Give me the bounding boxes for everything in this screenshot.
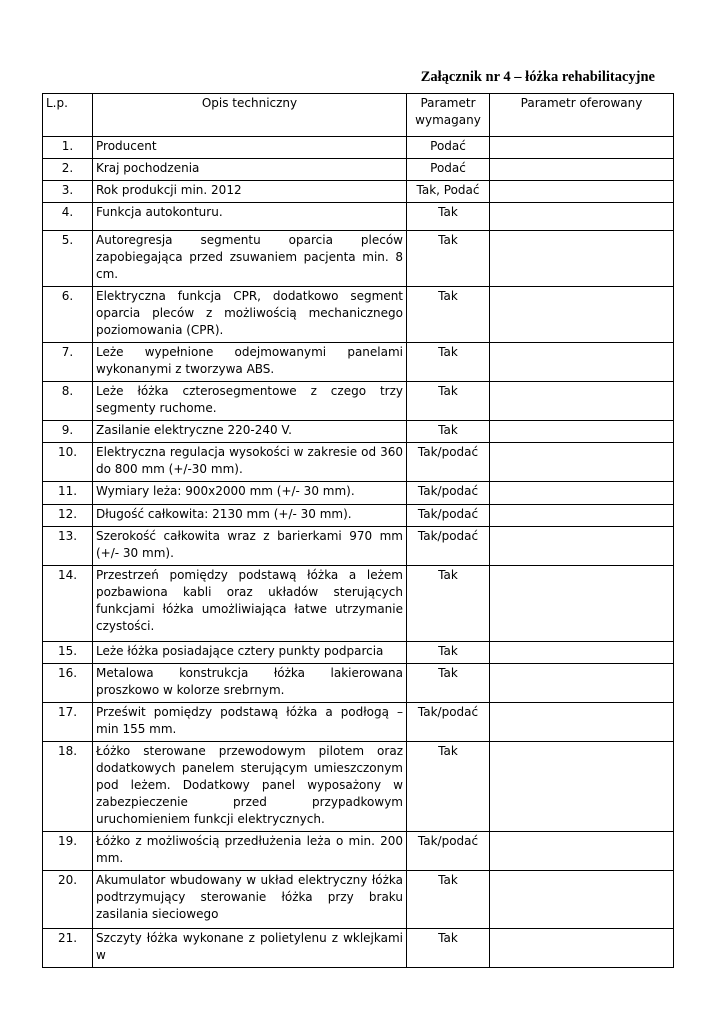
row-number: 17. [43, 703, 93, 742]
row-description: Metalowa konstrukcja łóżka lakierowana proszkowo w kolorze srebrnym. [93, 664, 407, 703]
row-number: 4. [43, 203, 93, 231]
row-parametr-oferowany[interactable] [490, 664, 674, 703]
row-parametr-wymagany: Tak/podać [407, 527, 490, 566]
row-parametr-oferowany[interactable] [490, 443, 674, 482]
row-description: Szczyty łóżka wykonane z polietylenu z wklejkami w [93, 929, 407, 968]
row-parametr-wymagany: Tak [407, 871, 490, 929]
header-parametr-wymagany: Parametr wymagany [407, 94, 490, 137]
table-row [43, 443, 674, 482]
row-description: Autoregresja segmentu oparcia pleców zapobiegająca przed zsuwaniem pacjenta min. 8 cm. [93, 231, 407, 287]
row-parametr-oferowany[interactable] [490, 203, 674, 231]
row-parametr-wymagany: Tak [407, 742, 490, 832]
row-description: Kraj pochodzenia [93, 159, 407, 181]
row-description: Wymiary leża: 900x2000 mm (+/- 30 mm). [93, 482, 407, 505]
header-parametr-oferowany: Parametr oferowany [490, 94, 674, 137]
table-row [43, 642, 674, 664]
row-parametr-wymagany: Tak/podać [407, 832, 490, 871]
table-row [43, 287, 674, 343]
row-number: 12. [43, 505, 93, 527]
row-number: 7. [43, 343, 93, 382]
row-number: 8. [43, 382, 93, 421]
table-header-row [43, 94, 674, 137]
row-description: Przestrzeń pomiędzy podstawą łóżka a leżem pozbawiona kabli oraz układów sterujących funkcjami łóżka umożliwiająca łatwe utrzymanie czystości. [93, 566, 407, 642]
row-parametr-oferowany[interactable] [490, 137, 674, 159]
row-description: Elektryczna funkcja CPR, dodatkowo segment oparcia pleców z możliwością mechanicznego poziomowania (CPR). [93, 287, 407, 343]
table-row [43, 527, 674, 566]
row-parametr-wymagany: Tak [407, 343, 490, 382]
row-parametr-oferowany[interactable] [490, 421, 674, 443]
row-parametr-oferowany[interactable] [490, 527, 674, 566]
row-parametr-wymagany: Tak [407, 929, 490, 968]
table-row [43, 421, 674, 443]
table-row [43, 664, 674, 703]
row-number: 20. [43, 871, 93, 929]
row-description: Szerokość całkowita wraz z barierkami 970 mm (+/- 30 mm). [93, 527, 407, 566]
row-parametr-wymagany: Tak [407, 566, 490, 642]
table-row [43, 832, 674, 871]
table-row [43, 343, 674, 382]
table-row [43, 482, 674, 505]
row-parametr-oferowany[interactable] [490, 742, 674, 832]
header-opis-techniczny: Opis techniczny [93, 94, 407, 137]
row-parametr-oferowany[interactable] [490, 703, 674, 742]
row-number: 3. [43, 181, 93, 203]
row-parametr-oferowany[interactable] [490, 181, 674, 203]
row-parametr-oferowany[interactable] [490, 159, 674, 181]
row-parametr-wymagany: Tak [407, 642, 490, 664]
row-description: Funkcja autokonturu. [93, 203, 407, 231]
row-parametr-oferowany[interactable] [490, 642, 674, 664]
row-parametr-wymagany: Tak, Podać [407, 181, 490, 203]
row-number: 18. [43, 742, 93, 832]
row-parametr-wymagany: Tak [407, 421, 490, 443]
row-description: Producent [93, 137, 407, 159]
table-row [43, 181, 674, 203]
table-row [43, 566, 674, 642]
row-number: 14. [43, 566, 93, 642]
row-number: 10. [43, 443, 93, 482]
row-parametr-oferowany[interactable] [490, 505, 674, 527]
row-number: 15. [43, 642, 93, 664]
row-parametr-wymagany: Tak/podać [407, 443, 490, 482]
row-description: Łóżko z możliwością przedłużenia leża o min. 200 mm. [93, 832, 407, 871]
row-number: 6. [43, 287, 93, 343]
row-parametr-wymagany: Podać [407, 137, 490, 159]
row-parametr-wymagany: Tak/podać [407, 482, 490, 505]
header-lp: L.p. [43, 94, 93, 137]
row-parametr-oferowany[interactable] [490, 929, 674, 968]
row-number: 1. [43, 137, 93, 159]
row-number: 11. [43, 482, 93, 505]
row-parametr-oferowany[interactable] [490, 343, 674, 382]
row-parametr-wymagany: Tak [407, 231, 490, 287]
row-parametr-wymagany: Tak/podać [407, 505, 490, 527]
row-number: 19. [43, 832, 93, 871]
row-description: Rok produkcji min. 2012 [93, 181, 407, 203]
row-parametr-wymagany: Tak/podać [407, 703, 490, 742]
row-description: Leże wypełnione odejmowanymi panelami wykonanymi z tworzywa ABS. [93, 343, 407, 382]
row-number: 13. [43, 527, 93, 566]
row-description: Długość całkowita: 2130 mm (+/- 30 mm). [93, 505, 407, 527]
row-parametr-oferowany[interactable] [490, 287, 674, 343]
row-description: Akumulator wbudowany w układ elektryczny łóżka podtrzymujący sterowanie łóżka przy braku zasilania sieciowego [93, 871, 407, 929]
row-description: Leże łóżka posiadające cztery punkty podparcia [93, 642, 407, 664]
row-parametr-oferowany[interactable] [490, 832, 674, 871]
row-number: 21. [43, 929, 93, 968]
row-parametr-wymagany: Podać [407, 159, 490, 181]
table-row [43, 871, 674, 929]
row-parametr-wymagany: Tak [407, 287, 490, 343]
table-row [43, 231, 674, 287]
document-title: Załącznik nr 4 – łóżka rehabilitacyjne [420, 69, 655, 85]
row-parametr-oferowany[interactable] [490, 231, 674, 287]
row-parametr-oferowany[interactable] [490, 566, 674, 642]
table-row [43, 203, 674, 231]
row-parametr-oferowany[interactable] [490, 871, 674, 929]
row-number: 16. [43, 664, 93, 703]
table-row [43, 159, 674, 181]
row-description: Elektryczna regulacja wysokości w zakresie od 360 do 800 mm (+/-30 mm). [93, 443, 407, 482]
specification-table [42, 93, 674, 968]
table-row [43, 505, 674, 527]
row-parametr-wymagany: Tak [407, 203, 490, 231]
row-parametr-oferowany[interactable] [490, 482, 674, 505]
row-parametr-wymagany: Tak [407, 382, 490, 421]
row-parametr-oferowany[interactable] [490, 382, 674, 421]
row-number: 5. [43, 231, 93, 287]
table-row [43, 742, 674, 832]
table-row [43, 929, 674, 968]
row-description: Leże łóżka czterosegmentowe z czego trzy segmenty ruchome. [93, 382, 407, 421]
table-row [43, 382, 674, 421]
row-description: Zasilanie elektryczne 220-240 V. [93, 421, 407, 443]
row-number: 2. [43, 159, 93, 181]
row-description: Prześwit pomiędzy podstawą łóżka a podłogą – min 155 mm. [93, 703, 407, 742]
table-row [43, 137, 674, 159]
row-number: 9. [43, 421, 93, 443]
table-row [43, 703, 674, 742]
row-description: Łóżko sterowane przewodowym pilotem oraz dodatkowych panelem sterującym umieszczonym pod leżem. Dodatkowy panel wyposażony w zabezpieczenie przed przypadkowym uruchomieniem funkcji elektrycznych. [93, 742, 407, 832]
row-parametr-wymagany: Tak [407, 664, 490, 703]
table-body [43, 137, 674, 968]
